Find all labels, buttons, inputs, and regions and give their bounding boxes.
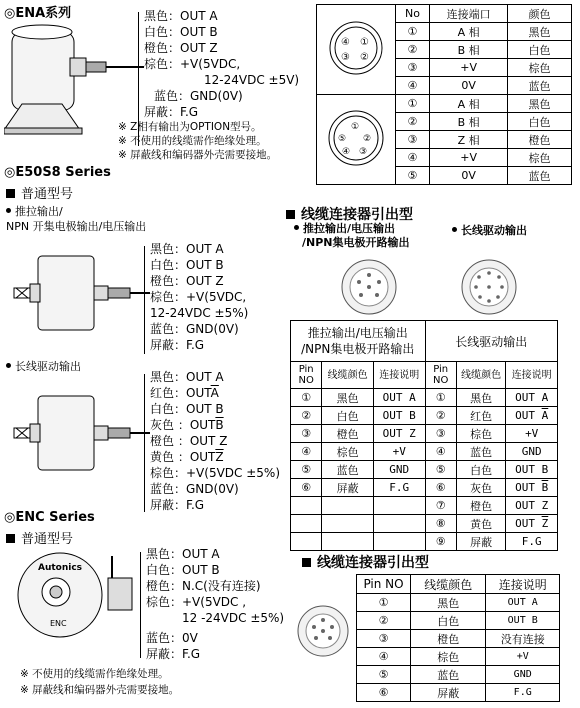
brand-logo: Autonics: [38, 563, 83, 573]
enc-wire-list: [146, 546, 284, 662]
table-row: ④ +V 棕色: [317, 149, 572, 167]
wire-label: 黑色：OUT A: [150, 370, 224, 384]
pin-label: ③: [340, 52, 350, 63]
e50s8-subtitle: 普通型号: [6, 183, 73, 202]
wire-label: 棕色：+V(5VDC,: [150, 290, 247, 304]
e50s8-title: ◎E50S8 Series: [4, 165, 111, 180]
table-header: Pin NO: [357, 575, 411, 594]
enc-model-label: ENC: [50, 619, 67, 628]
wire-label: 橙色 ：OUT Z: [150, 434, 228, 448]
wire-label: 白色：OUT B: [146, 563, 220, 577]
note: ※ Z相有输出为OPTION型号。: [118, 121, 262, 133]
table-header: 连接说明: [486, 575, 560, 594]
wire-label: 蓝色：GND(0V): [154, 89, 243, 103]
col-header: 连接说明: [373, 362, 425, 389]
square-bullet-icon: [6, 534, 15, 543]
e50s8-ld-wire-list: [150, 369, 280, 513]
connector1-table: [290, 320, 558, 551]
enc-encoder-drawing: [8, 550, 140, 640]
connector-6pin-icon: [340, 258, 398, 316]
inverted-signal: OUT $\overline{Z}$: [506, 515, 558, 533]
table-row: ⑨ 屏蔽 F.G: [291, 533, 558, 551]
table-header: 颜色: [508, 5, 572, 23]
wire-label: 蓝色：GND(0V): [150, 322, 239, 336]
wire-label: 棕色：+V(5VDC,: [144, 57, 241, 71]
ena-connector-table: ④ ① ③ ② No 连接端口 颜色 ① A 相 黑色 ② B 相 白色 ③ +V 棕色 ④ 0V 蓝色 ① ⑤ ② ④ ③ ① A 相 黑色 ② B 相 白色 ③ Z 相 橙色 ④ +V 棕色 ⑤ 0V 蓝色: [316, 4, 572, 185]
connector1-ld-label: 长线驱动输出: [452, 222, 527, 238]
table-row: ⑥ 屏蔽 F.G ⑥ 灰色 OUT $\overline{B}$: [291, 479, 558, 497]
enc-wire-bracket: [140, 552, 141, 658]
table-header: 线缆颜色: [411, 575, 486, 594]
left-group-header: 推拉输出/电压输出 /NPN集电极开路输出: [291, 321, 426, 362]
pin-label: ②: [362, 134, 371, 144]
pin-label: ⑤: [337, 134, 346, 144]
table-row: ③ Z 相 橙色: [317, 131, 572, 149]
table-row: ⑦ 橙色 OUT Z: [291, 497, 558, 515]
wire-label: 棕色：+V(5VDC ,: [146, 595, 247, 609]
table-row: ⑤ 蓝色 GND ⑤ 白色 OUT B: [291, 461, 558, 479]
enc-notes: [20, 666, 179, 698]
wire-label: 白色：OUT B: [144, 25, 218, 39]
wire-label: 黄色 ：$OUT\overline{Z}$: [150, 450, 224, 464]
table-row: ③ +V 棕色: [317, 59, 572, 77]
table-row: ③ 橙色 没有连接: [357, 630, 560, 648]
connector-4pin-icon: [326, 18, 386, 78]
pin-label: ①: [359, 37, 369, 48]
ena-notes: [118, 120, 277, 162]
table-row: ② 白色 OUT B: [357, 612, 560, 630]
wire-label: 屏蔽：F.G: [146, 647, 201, 661]
note: ※ 不使用的线缆需作绝缘处理。: [20, 668, 169, 680]
wire-label: 白色：OUT B: [150, 258, 224, 272]
wire-label: 黑色：OUT A: [146, 547, 220, 561]
dot-bullet-icon: [6, 208, 11, 213]
square-bullet-icon: [302, 558, 311, 567]
wire-label: 屏蔽：F.G: [144, 105, 199, 119]
note: ※ 不使用的线缆需作绝缘处理。: [118, 135, 267, 147]
connector1-pp-label: 推拉输出/电压输出 /NPN集电极开路输出: [294, 222, 410, 250]
enc-subtitle: 普通型号: [6, 528, 73, 547]
table-row: ⑥ 屏蔽 F.G: [357, 684, 560, 702]
enc-title: ◎ENC Series: [4, 510, 95, 525]
wire-label: 12-24VDC ±5V): [204, 73, 300, 87]
table-row: ③ 橙色 OUT Z ③ 棕色 +V: [291, 425, 558, 443]
e50s8-ld-bracket: [144, 374, 145, 512]
table-row: ① 黑色 OUT A ① 黑色 OUT A: [291, 389, 558, 407]
wire-label: 12 -24VDC ±5%): [182, 611, 285, 625]
table-row: ④ 棕色 +V ④ 蓝色 GND: [291, 443, 558, 461]
pin-label: ①: [350, 122, 359, 132]
wire-label: 橙色：N.C(没有连接): [146, 579, 261, 593]
col-header: 线缆颜色: [322, 362, 374, 389]
connector2-table: [356, 574, 560, 702]
table-row: ⑤ 蓝色 GND: [357, 666, 560, 684]
pin-label: ④: [340, 37, 350, 48]
wire-label: 屏蔽：F.G: [150, 338, 205, 352]
connector-9pin-icon: [460, 258, 518, 316]
wire-label: 橙色：OUT Z: [144, 41, 218, 55]
square-bullet-icon: [6, 189, 15, 198]
col-header: 连接说明: [506, 362, 558, 389]
wire-label: 屏蔽：F.G: [150, 498, 205, 512]
e50s8-pp-wire-list: [150, 241, 248, 353]
ena-title: ◎ENA系列: [4, 6, 72, 21]
connector-6pin-icon-2: [296, 604, 350, 658]
pin-label: ②: [359, 52, 369, 63]
note: ※ 屏蔽线和编码器外壳需要接地。: [118, 149, 278, 161]
table-header: 连接端口: [430, 5, 508, 23]
table-row: ① A 相 黑色: [317, 23, 572, 41]
wire-label: 12-24VDC ±5%): [150, 306, 249, 320]
inverted-signal: OUT $\overline{A}$: [506, 407, 558, 425]
square-bullet-icon: [286, 210, 295, 219]
wire-label: 黑色：OUT A: [150, 242, 224, 256]
col-header: Pin NO: [291, 362, 322, 389]
dot-bullet-icon: [452, 227, 457, 232]
pin4-diagram-cell: [317, 5, 396, 95]
e50s8-encoder-drawing: [10, 250, 150, 336]
e50s8-ld-heading: 长线驱动输出: [6, 358, 81, 374]
right-group-header: 长线驱动输出: [425, 321, 558, 362]
wire-label: 蓝色：0V: [146, 631, 198, 645]
connector1-title: 线缆连接器引出型: [286, 204, 413, 224]
e50s8-pp-heading: 推拉输出/ NPN 开集电极输出/电压输出: [6, 205, 147, 233]
connector-5pin-icon: [325, 107, 387, 169]
pin5-diagram-cell: [317, 95, 396, 185]
table-row: ② B 相 白色: [317, 113, 572, 131]
table-row: ④ 0V 蓝色: [317, 77, 572, 95]
wire-label: 灰色 ：$OUT\overline{B}$: [150, 418, 224, 432]
table-row: ④ 棕色 +V: [357, 648, 560, 666]
table-row: ② B 相 白色: [317, 41, 572, 59]
note: ※ 屏蔽线和编码器外壳需要接地。: [20, 684, 180, 696]
pin-label: ④: [341, 147, 350, 157]
dot-bullet-icon: [294, 225, 299, 230]
table-row: ② 白色 OUT B ② 红色 OUT $\overline{A}$: [291, 407, 558, 425]
pin-label: ③: [358, 147, 367, 157]
col-header: 线缆颜色: [456, 362, 506, 389]
wire-label: 蓝色：GND(0V): [150, 482, 239, 496]
dot-bullet-icon: [6, 363, 11, 368]
wire-label: 黑色：OUT A: [144, 9, 218, 23]
wire-label: 棕色：+V(5VDC ±5%): [150, 466, 280, 480]
wire-label: 橙色：OUT Z: [150, 274, 224, 288]
wire-label: 红色：$OUT\overline{A}$: [150, 386, 219, 400]
e50s8-pp-bracket: [144, 246, 145, 354]
wire-label: 白色：OUT B: [150, 402, 224, 416]
table-row: ① 黑色 OUT A: [357, 594, 560, 612]
e50s8-ld-encoder-drawing: [10, 390, 150, 476]
ena-wire-list: [144, 8, 299, 120]
inverted-signal: OUT $\overline{B}$: [506, 479, 558, 497]
table-row: ⑧ 黄色 OUT $\overline{Z}$: [291, 515, 558, 533]
table-header: No: [395, 5, 430, 23]
col-header: Pin NO: [425, 362, 456, 389]
connector2-title: 线缆连接器引出型: [302, 552, 429, 572]
table-row: ⑤ 0V 蓝色: [317, 167, 572, 185]
